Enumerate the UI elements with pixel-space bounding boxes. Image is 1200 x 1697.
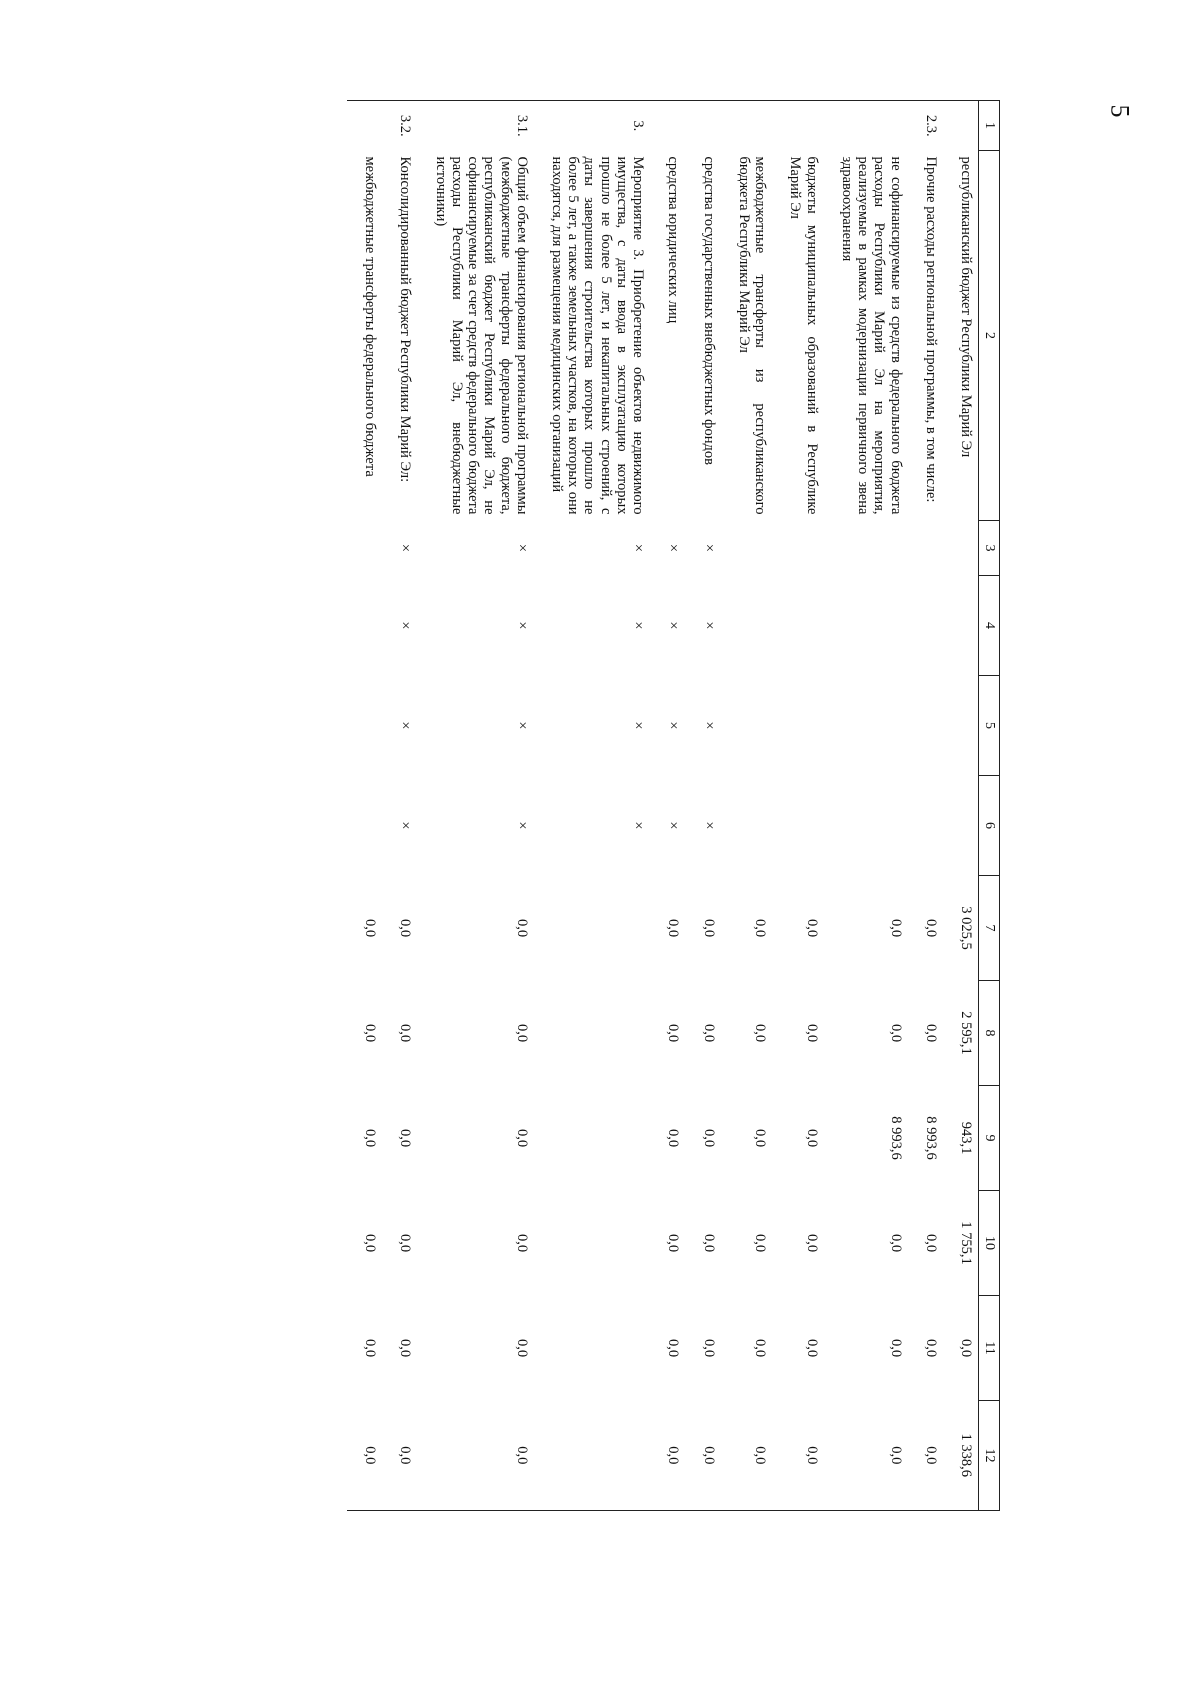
value-col9: 0,0	[513, 1128, 530, 1148]
cell-col3	[920, 521, 943, 576]
table-row	[836, 101, 908, 1511]
cell-col6	[920, 776, 943, 876]
cell-col6: ×	[513, 821, 530, 830]
value-col11: 0,0	[887, 1338, 904, 1358]
row-description: средства юридических лиц	[665, 156, 682, 324]
column-header-9: 9	[979, 1086, 1000, 1191]
cell-col3	[359, 521, 382, 576]
table-body	[347, 101, 979, 1511]
table-row	[546, 101, 650, 1511]
cell-col5: ×	[630, 721, 647, 730]
column-header-3: 3	[979, 521, 1000, 576]
value-col11: 0,0	[922, 1338, 939, 1358]
value-col10: 1 755,1	[958, 1221, 974, 1265]
cell-col6: ×	[630, 821, 647, 830]
budget-table	[347, 100, 1000, 1511]
value-col10: 0,0	[887, 1233, 904, 1253]
row-number	[662, 101, 685, 151]
value-col10: 0,0	[665, 1233, 682, 1253]
cell-col4: ×	[665, 621, 682, 630]
cell-col5	[784, 676, 823, 776]
cell-col4: ×	[630, 621, 647, 630]
value-col12	[546, 1401, 650, 1511]
row-description: Мероприятие 3. Приобретение объектов недвижимого имущества, с даты ввода в эксплуатацию которых прошло не более 5 лет, и некапитальных строений, с даты завершения строительства которых прошло не более 5 лет, а также земельных участков, на которых они находятся, для размещения медицинских организаций	[549, 156, 647, 515]
cell-col6	[784, 776, 823, 876]
cell-col3	[955, 521, 979, 576]
value-col8: 0,0	[665, 1023, 682, 1043]
value-col7: 0,0	[752, 918, 769, 938]
cell-col5: ×	[513, 721, 530, 730]
cell-col4	[784, 576, 823, 676]
row-number	[697, 101, 720, 151]
cell-col3: ×	[700, 543, 717, 553]
cell-col5	[733, 676, 772, 776]
cell-col4	[733, 576, 772, 676]
value-col12: 0,0	[662, 1401, 685, 1511]
column-header-5: 5	[979, 676, 1000, 776]
value-col10: 0,0	[803, 1233, 820, 1253]
cell-col5	[359, 676, 382, 776]
row-number	[733, 101, 772, 151]
cell-col4	[359, 576, 382, 676]
value-col12: 0,0	[697, 1401, 720, 1511]
cell-col6	[836, 776, 908, 876]
value-col10: 0,0	[700, 1233, 717, 1253]
table-row	[429, 101, 533, 1511]
value-col11: 0,0	[752, 1338, 769, 1358]
cell-col5	[836, 676, 908, 776]
table-row	[662, 101, 685, 1511]
value-col9: 0,0	[700, 1128, 717, 1148]
row-number	[836, 101, 908, 151]
value-col11: 0,0	[513, 1338, 530, 1358]
cell-col5: ×	[700, 721, 717, 730]
row-description: Консолидированный бюджет Республики Марий Эл:	[397, 156, 414, 483]
row-number: 2.3.	[920, 101, 943, 151]
value-col11: 0,0	[700, 1338, 717, 1358]
value-col7: 0,0	[665, 918, 682, 938]
page-number: 5	[1105, 104, 1135, 118]
cell-col6: ×	[665, 821, 682, 830]
value-col9: 0,0	[665, 1128, 682, 1148]
value-col10: 0,0	[752, 1233, 769, 1253]
row-description: республиканский бюджет Республики Марий Эл	[958, 156, 974, 458]
cell-col3: ×	[513, 543, 530, 553]
value-col7: 0,0	[513, 918, 530, 938]
row-description: межбюджетные трансферты из республиканского бюджета Республики Марий Эл	[735, 156, 769, 515]
row-number: 3.	[546, 101, 650, 151]
cell-col3: ×	[665, 543, 682, 553]
column-header-7: 7	[979, 876, 1000, 981]
cell-col5: ×	[397, 721, 414, 730]
value-col12: 1 338,6	[955, 1401, 979, 1511]
value-col10: 0,0	[922, 1233, 939, 1253]
value-col7: 0,0	[362, 918, 379, 938]
value-col8: 0,0	[752, 1023, 769, 1043]
value-col9: 943,1	[958, 1121, 974, 1155]
value-col10: 0,0	[513, 1233, 530, 1253]
cell-col5	[955, 676, 979, 776]
cell-col3: ×	[397, 543, 414, 553]
value-col9: 0,0	[752, 1128, 769, 1148]
value-col7	[546, 876, 650, 981]
column-header-2: 2	[979, 151, 1000, 521]
table-row	[920, 101, 943, 1511]
cell-col4	[836, 576, 908, 676]
cell-col3: ×	[630, 543, 647, 553]
cell-col4: ×	[700, 621, 717, 630]
value-col9: 0,0	[803, 1128, 820, 1148]
value-col9: 0,0	[362, 1128, 379, 1148]
column-header-10: 10	[979, 1191, 1000, 1296]
cell-col6	[733, 776, 772, 876]
value-col7: 0,0	[887, 918, 904, 938]
column-header-1: 1	[979, 101, 1000, 151]
table-row	[733, 101, 772, 1511]
cell-col6: ×	[397, 821, 414, 830]
cell-col6	[359, 776, 382, 876]
column-header-11: 11	[979, 1296, 1000, 1401]
column-header-8: 8	[979, 981, 1000, 1086]
value-col11	[546, 1296, 650, 1401]
table-row	[394, 101, 417, 1511]
row-number	[955, 101, 979, 151]
value-col12: 0,0	[429, 1401, 533, 1511]
value-col9	[546, 1086, 650, 1191]
value-col11: 0,0	[397, 1338, 414, 1358]
column-number-row	[979, 101, 1000, 1511]
row-description: Прочие расходы региональной программы, в том числе:	[922, 156, 939, 503]
table-row	[784, 101, 823, 1511]
value-col10: 0,0	[397, 1233, 414, 1253]
value-col12: 0,0	[733, 1401, 772, 1511]
value-col12: 0,0	[394, 1401, 417, 1511]
cell-col5	[920, 676, 943, 776]
value-col11: 0,0	[803, 1338, 820, 1358]
value-col7: 3 025,5	[958, 906, 974, 950]
cell-col4	[955, 576, 979, 676]
table-row	[359, 101, 382, 1511]
value-col7: 0,0	[397, 918, 414, 938]
row-description: средства государственных внебюджетных фондов	[700, 156, 717, 465]
value-col8: 0,0	[513, 1023, 530, 1043]
row-number: 3.2.	[394, 101, 417, 151]
value-col12: 0,0	[359, 1401, 382, 1511]
table-row	[697, 101, 720, 1511]
value-col10	[546, 1191, 650, 1296]
value-col12: 0,0	[784, 1401, 823, 1511]
cell-col6	[955, 776, 979, 876]
value-col9: 8 993,6	[887, 1116, 904, 1160]
cell-col5: ×	[665, 721, 682, 730]
value-col8: 0,0	[362, 1023, 379, 1043]
table-row	[955, 101, 979, 1511]
row-number	[784, 101, 823, 151]
row-number: 3.1.	[429, 101, 533, 151]
column-header-6: 6	[979, 776, 1000, 876]
row-description: межбюджетные трансферты федерального бюджета	[362, 156, 379, 477]
cell-col3	[733, 521, 772, 576]
column-header-12: 12	[979, 1401, 1000, 1511]
cell-col4	[920, 576, 943, 676]
value-col12: 0,0	[920, 1401, 943, 1511]
value-col9: 8 993,6	[922, 1116, 939, 1160]
cell-col3	[784, 521, 823, 576]
value-col8: 0,0	[397, 1023, 414, 1043]
row-description: бюджеты муниципальных образований в Республике Марий Эл	[787, 156, 820, 515]
value-col8: 0,0	[922, 1023, 939, 1043]
value-col8: 0,0	[700, 1023, 717, 1043]
cell-col3	[836, 521, 908, 576]
value-col11: 0,0	[665, 1338, 682, 1358]
value-col8	[546, 981, 650, 1086]
value-col11: 0,0	[958, 1338, 974, 1358]
cell-col6: ×	[700, 821, 717, 830]
value-col7: 0,0	[700, 918, 717, 938]
row-description: не софинансируемые из средств федерального бюджета расходы Республики Марий Эл на мероприятия, реализуемые в рамках модернизации первичного звена здравоохранения	[838, 156, 904, 515]
value-col10: 0,0	[362, 1233, 379, 1253]
column-header-4: 4	[979, 576, 1000, 676]
value-col8: 0,0	[887, 1023, 904, 1043]
row-description: Общий объем финансирования региональной программы (межбюджетные трансферты федерального бюджета, республиканский бюджет Республики Марий Эл, не софинансируемые за счет средств федерального бюджета расходы Республики Марий Эл, внебюджетные источники)	[432, 156, 530, 515]
cell-col4: ×	[397, 621, 414, 630]
row-number	[359, 101, 382, 151]
value-col7: 0,0	[922, 918, 939, 938]
cell-col4: ×	[513, 621, 530, 630]
value-col7: 0,0	[803, 918, 820, 938]
value-col12: 0,0	[836, 1401, 908, 1511]
value-col8: 2 595,1	[958, 1011, 974, 1055]
value-col9: 0,0	[397, 1128, 414, 1148]
rotated-table-container	[200, 100, 1000, 1510]
value-col11: 0,0	[362, 1338, 379, 1358]
value-col8: 0,0	[803, 1023, 820, 1043]
